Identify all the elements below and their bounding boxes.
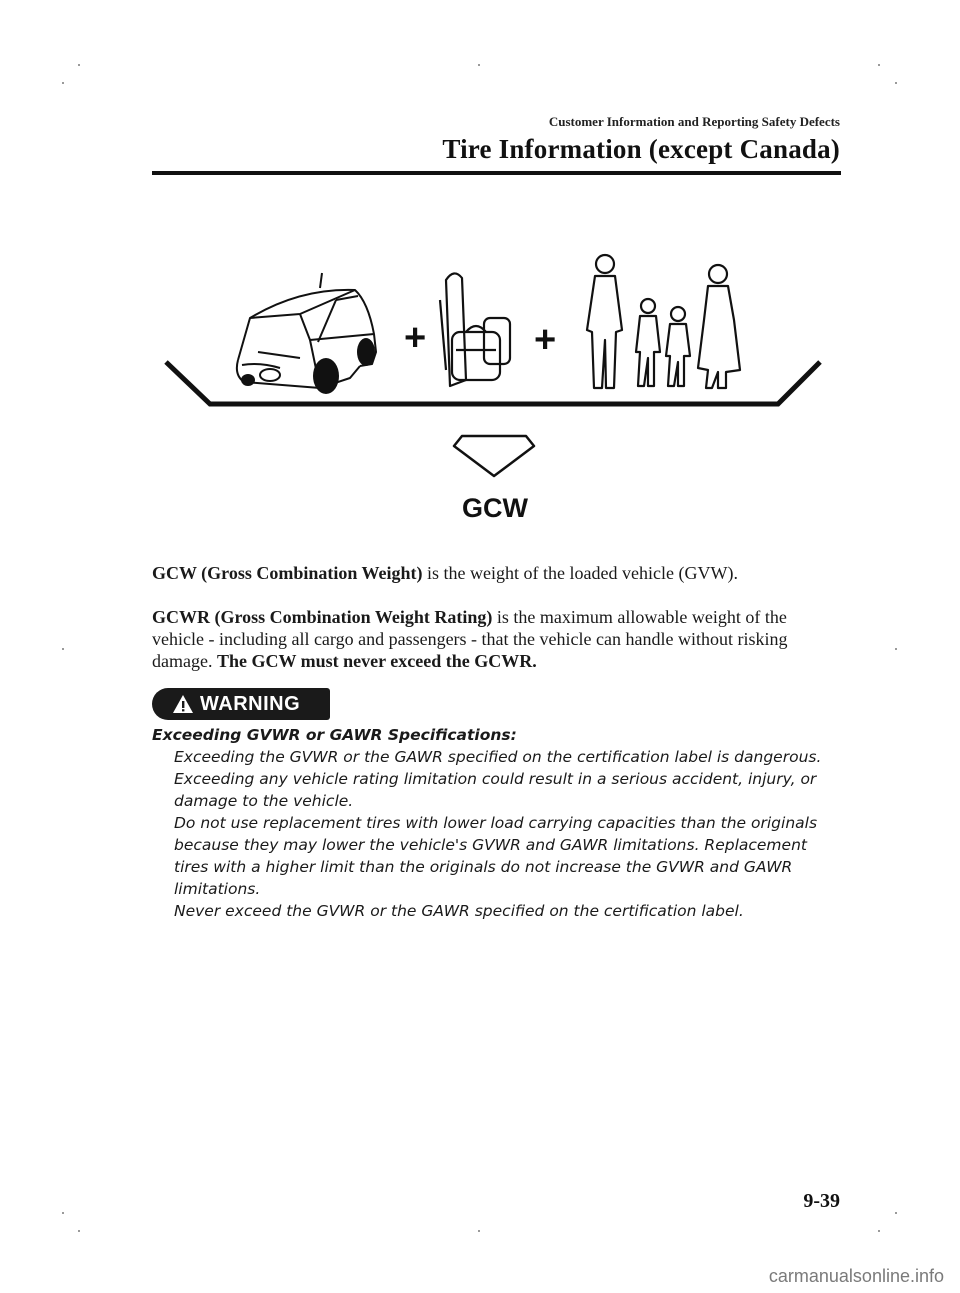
crop-mark: [895, 648, 897, 650]
section-title: Customer Information and Reporting Safety Defects: [548, 114, 840, 129]
warning-body: [152, 746, 842, 922]
gcw-description: is the weight of the loaded vehicle (GVW).: [422, 563, 738, 583]
warning-line: Do not use replacement tires with lower load carrying capacities than the originals because they may lower the vehicle's GVWR and GAWR limitations. Replacement tires with a higher limit than the originals do not increase the GVWR and GAWR limitations.: [174, 814, 818, 898]
crop-mark: [478, 1230, 480, 1232]
header-divider: [152, 171, 841, 175]
plus-sign: +: [534, 319, 557, 361]
warning-line: Never exceed the GVWR or the GAWR specified on the certification label.: [174, 902, 744, 920]
crop-mark: [62, 82, 64, 84]
crop-mark: [878, 1230, 880, 1232]
warning-badge: [152, 688, 330, 720]
gcw-illustration: [150, 240, 840, 530]
car-icon: [237, 273, 376, 388]
gcw-term: GCW (Gross Combination Weight): [152, 563, 423, 583]
warning-heading: Exceeding GVWR or GAWR Specifications:: [152, 726, 517, 744]
gcwr-description: is the maximum allowable weight of the vehicle - including all cargo and passengers - that the vehicle can handle without risking damage.: [152, 607, 788, 671]
passengers-icon: [587, 255, 740, 388]
crop-mark: [78, 1230, 80, 1232]
crop-mark: [895, 82, 897, 84]
watermark: carmanualsonline.info: [768, 1266, 944, 1286]
gcwr-definition: [152, 606, 832, 672]
luggage-icon: [440, 273, 510, 386]
gcwr-term: GCWR (Gross Combination Weight Rating): [152, 607, 493, 627]
crop-mark: [878, 64, 880, 66]
crop-mark: [62, 648, 64, 650]
page-number: 9-39: [803, 1190, 840, 1212]
crop-mark: [478, 64, 480, 66]
page-title: Tire Information (except Canada): [442, 134, 840, 164]
gcwr-emphasis: The GCW must never exceed the GCWR.: [216, 651, 537, 671]
warning-label: WARNING: [200, 692, 301, 715]
plus-sign: +: [404, 317, 427, 359]
crop-mark: [62, 1212, 64, 1214]
warning-content: [152, 724, 842, 922]
warning-triangle-icon: [172, 694, 194, 714]
arrow-down-icon: [454, 436, 534, 476]
crop-mark: [78, 64, 80, 66]
warning-line: Exceeding the GVWR or the GAWR specified on the certification label is dangerous.: [174, 748, 822, 766]
crop-mark: [895, 1212, 897, 1214]
gcw-definition: [152, 562, 832, 584]
warning-line: Exceeding any vehicle rating limitation could result in a serious accident, injury, or damage to the vehicle.: [174, 770, 817, 810]
car-wheel-icon: [241, 338, 375, 394]
gcw-label: GCW: [462, 493, 528, 523]
